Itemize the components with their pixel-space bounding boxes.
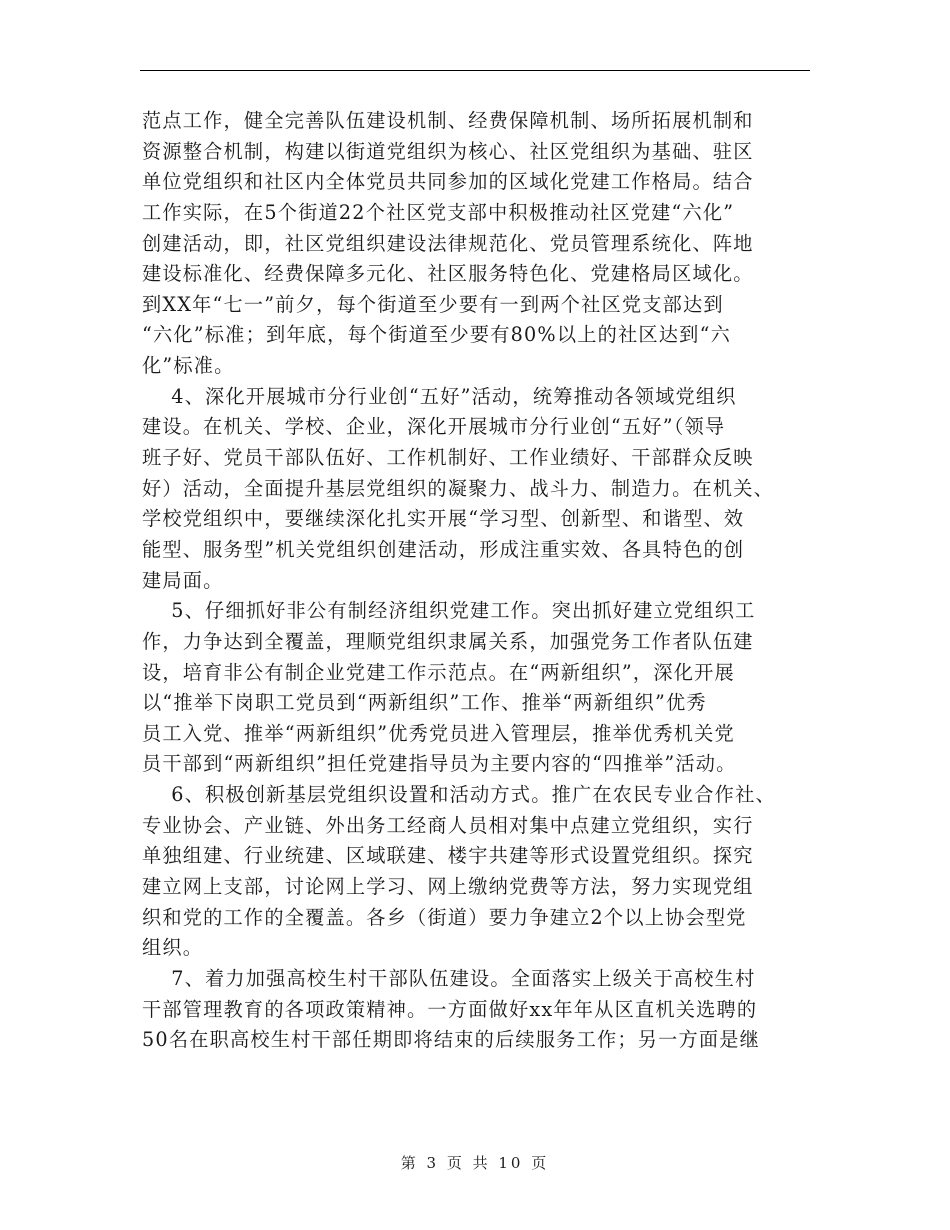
text-line: 组织。	[142, 936, 204, 960]
text-line: 员工入党、推举“两新组织”优秀党员进入管理层，推举优秀机关党	[142, 721, 735, 745]
text-line: 到XX年“七一”前夕，每个街道至少要有一到两个社区党支部达到	[142, 292, 724, 316]
text-line: 6、积极创新基层党组织设置和活动方式。推广在农民专业合作社、	[142, 783, 776, 807]
text-line: “六化”标准；到年底，每个街道至少要有80%以上的社区达到“六	[142, 323, 731, 347]
text-line: 50名在职高校生村干部任期即将结束的后续服务工作；另一方面是继	[142, 1028, 761, 1052]
text-line: 员干部到“两新组织”担任党建指导员为主要内容的“四推举”活动。	[142, 752, 737, 776]
text-line: 作，力争达到全覆盖，理顺党组织隶属关系，加强党务工作者队伍建	[142, 629, 754, 653]
text-line: 4、深化开展城市分行业创“五好”活动，统筹推动各领域党组织	[142, 384, 737, 408]
text-line: 5、仔细抓好非公有制经济组织党建工作。突出抓好建立党组织工	[142, 599, 756, 623]
text-line: 织和党的工作的全覆盖。各乡（街道）要力争建立2个以上协会型党	[142, 905, 747, 929]
text-line: 设，培育非公有制企业党建工作示范点。在“两新组织”，深化开展	[142, 660, 735, 684]
text-line: 范点工作，健全完善队伍建设机制、经费保障机制、场所拓展机制和	[142, 109, 754, 132]
text-line: 创建活动，即，社区党组织建设法律规范化、党员管理系统化、阵地	[142, 231, 754, 255]
text-line: 能型、服务型”机关党组织创建活动，形成注重实效、各具特色的创	[142, 537, 745, 561]
text-line: 建局面。	[142, 568, 224, 592]
page-footer: 第 3 页 共 10 页	[400, 1154, 550, 1172]
text-line: 班子好、党员干部队伍好、工作机制好、工作业绩好、干部群众反映	[142, 446, 754, 470]
text-line: 7、着力加强高校生村干部队伍建设。全面落实上级关于高校生村	[142, 966, 756, 990]
text-line: 单独组建、行业统建、区域联建、楼宇共建等形式设置党组织。探究	[142, 844, 754, 868]
text-line: 建设。在机关、学校、企业，深化开展城市分行业创“五好”（领导	[142, 415, 726, 439]
text-line: 建设标准化、经费保障多元化、社区服务特色化、党建格局区域化。	[142, 262, 754, 286]
text-line: 好）活动，全面提升基层党组织的凝聚力、战斗力、制造力。在机关、	[142, 476, 775, 500]
text-line: 建立网上支部，讨论网上学习、网上缴纳党费等方法，努力实现党组	[142, 875, 754, 899]
document-body	[142, 106, 814, 1056]
text-line: 单位党组织和社区内全体党员共同参加的区域化党建工作格局。结合	[142, 170, 754, 194]
text-line: 化”标准。	[142, 354, 235, 378]
text-line: 以“推举下岗职工党员到“两新组织”工作、推举“两新组织”优秀	[142, 691, 707, 715]
text-line: 干部管理教育的各项政策精神。一方面做好xx年年从区直机关选聘的	[142, 997, 758, 1021]
text-line: 资源整合机制，构建以街道党组织为核心、社区党组织为基础、驻区	[142, 139, 754, 163]
text-line: 学校党组织中，要继续深化扎实开展“学习型、创新型、和谐型、效	[142, 507, 745, 531]
header-rule	[140, 70, 810, 71]
text-line: 工作实际，在5个街道22个社区党支部中积极推动社区党建“六化”	[142, 200, 735, 224]
text-line: 专业协会、产业链、外出务工经商人员相对集中点建立党组织，实行	[142, 813, 754, 837]
